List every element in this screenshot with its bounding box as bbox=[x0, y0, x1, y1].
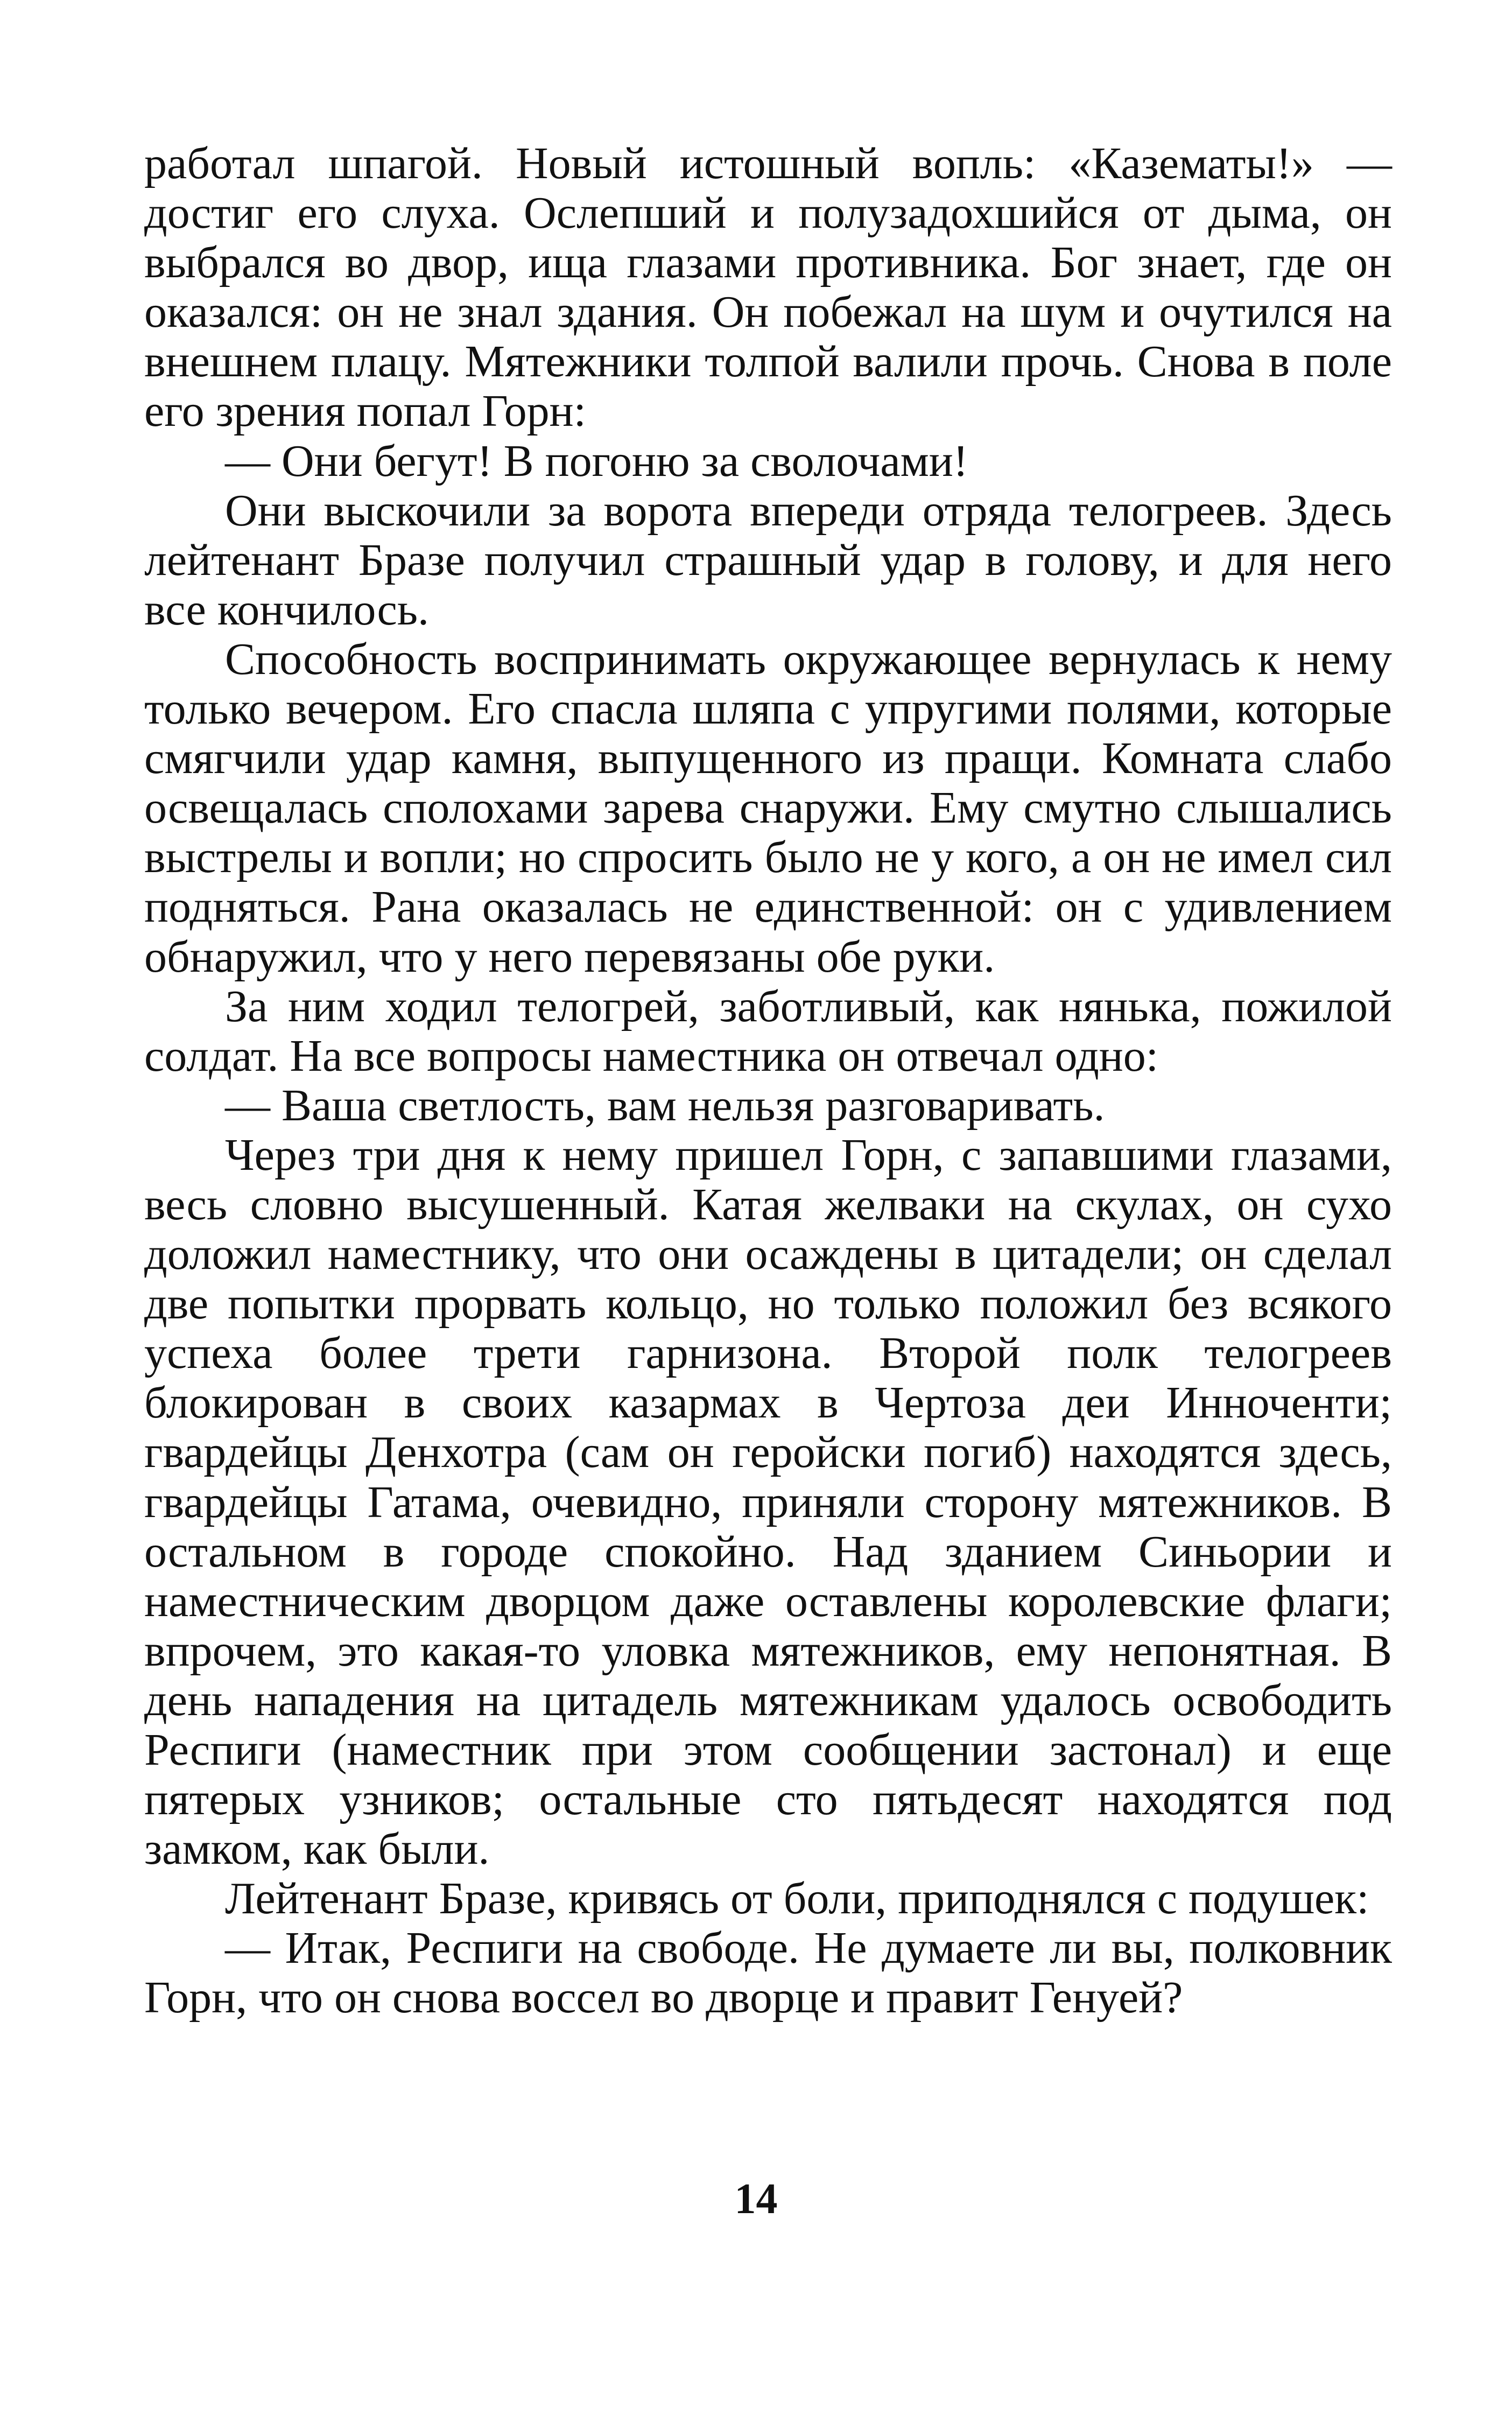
paragraph-8: Лейтенант Бразе, кривясь от боли, приподнялся с подушек: bbox=[225, 1873, 1369, 1924]
page-body-text bbox=[144, 139, 1392, 2023]
paragraph-1: работал шпагой. Новый истошный вопль: «Казематы!» — достиг его слуха. Ослепший и полузадохшийся от дыма, он выбрался во двор, ища глазами противника. Бог знает, где он оказался: он не знал здания. Он побежал на шум и очутился на внешнем плацу. Мятежники толпой валили прочь. Снова в поле его зрения попал Горн: bbox=[144, 138, 1392, 437]
paragraph-9: — Итак, Респиги на свободе. Не думаете ли вы, полковник Горн, что он снова воссел во дворце и правит Генуей? bbox=[144, 1923, 1392, 2023]
paragraph-2: — Они бегут! В погоню за сволочами! bbox=[225, 436, 968, 486]
page-number: 14 bbox=[734, 2175, 778, 2223]
paragraph-5: За ним ходил телогрей, заботливый, как нянька, пожилой солдат. На все вопросы наместника он отвечал одно: bbox=[144, 981, 1392, 1081]
paragraph-7: Через три дня к нему пришел Горн, с запавшими глазами, весь словно высушенный. Катая желваки на скулах, он сухо доложил наместнику, что они осаждены в цитадели; он сделал две попытки прорвать кольцо, но только положил без всякого успеха более трети гарнизона. Второй полк телогреев блокирован в своих казармах в Чертоза деи Инноченти; гвардейцы Денхотра (сам он геройски погиб) находятся здесь, гвардейцы Гатама, очевидно, приняли сторону мятежников. В остальном в городе спокойно. Над зданием Синьории и наместническим дворцом даже оставлены королевские флаги; впрочем, это какая-то уловка мятежников, ему непонятная. В день нападения на цитадель мятежникам удалось освободить Респиги (наместник при этом сообщении застонал) и еще пятерых узников; остальные сто пятьдесят находятся под замком, как были. bbox=[144, 1129, 1392, 1875]
paragraph-6: — Ваша светлость, вам нельзя разговаривать. bbox=[225, 1080, 1105, 1131]
paragraph-4: Способность воспринимать окружающее вернулась к нему только вечером. Его спасла шляпа с упругими полями, которые смягчили удар камня, выпущенного из пращи. Комната слабо освещалась сполохами зарева снаружи. Ему смутно слышались выстрелы и вопли; но спросить было не у кого, а он не имел сил подняться. Рана оказалась не единственной: он с удивлением обнаружил, что у него перевязаны обе руки. bbox=[144, 634, 1392, 982]
paragraph-3: Они выскочили за ворота впереди отряда телогреев. Здесь лейтенант Бразе получил страшный удар в голову, и для него все кончилось. bbox=[144, 485, 1392, 635]
